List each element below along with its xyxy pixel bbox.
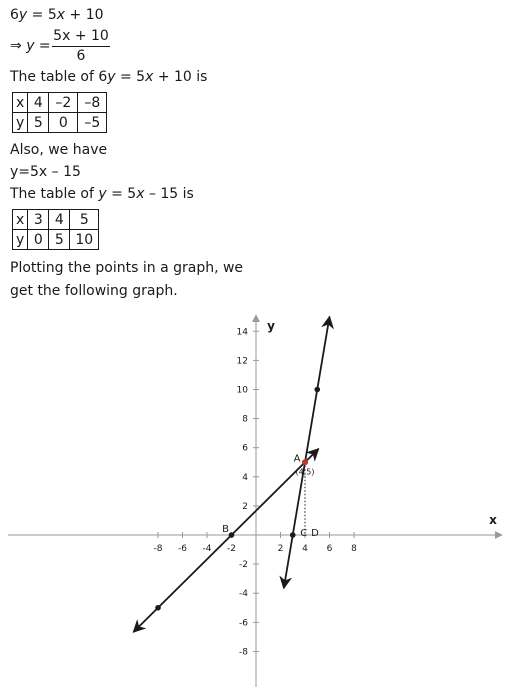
label-a: A: [293, 453, 301, 465]
eq1-coef: 6: [10, 7, 19, 23]
table1-intro-x: x: [145, 69, 154, 85]
line-6y-5x-10: [134, 449, 319, 632]
table2-intro-y: y: [98, 186, 107, 202]
table-2: [12, 209, 99, 250]
table2-intro-c: – 15 is: [144, 186, 194, 202]
table1-intro: [10, 68, 207, 86]
table-cell: –2: [49, 93, 78, 113]
x-tick-label: -6: [178, 544, 187, 554]
table1-intro-y: y: [107, 69, 116, 85]
table2-intro-b: = 5: [106, 186, 137, 202]
table-cell: 5: [70, 210, 99, 230]
y-tick-label: 2: [242, 501, 248, 512]
y-axis-label: y: [267, 319, 275, 333]
label-a-coords: (4,5): [295, 467, 315, 477]
x-tick-label: -4: [202, 544, 212, 554]
table-cell: 4: [49, 210, 70, 230]
table2-intro-a: The table of: [10, 186, 99, 202]
x-tick-label: -2: [227, 544, 236, 554]
table1-intro-b: = 5: [115, 69, 146, 85]
x-tick-label: 8: [351, 544, 357, 554]
eq1-end: + 10: [65, 7, 104, 23]
table2-intro-x: x: [136, 186, 145, 202]
table-row: [13, 113, 107, 133]
table-cell: 0: [49, 113, 78, 133]
x-tick-label: 6: [326, 544, 333, 554]
plot-text-2: get the following graph.: [10, 283, 178, 299]
x-axis-label: x: [489, 513, 497, 527]
point-line-1: [229, 532, 235, 538]
fraction-numerator: 5x + 10: [53, 28, 109, 44]
table-row: [13, 210, 99, 230]
point-line-2: [314, 387, 320, 393]
y-tick-label: 14: [236, 327, 248, 338]
table-cell: y: [13, 113, 28, 133]
equation-2: y=5x – 15: [10, 164, 81, 180]
eq1-var: y: [18, 7, 28, 23]
table1-intro-a: The table of 6: [10, 69, 108, 85]
label-d: D: [311, 528, 319, 539]
label-c: C: [300, 528, 308, 539]
table2-intro: [10, 185, 194, 203]
table-row: [13, 93, 107, 113]
point-line-2: [290, 532, 296, 538]
table-cell: 5: [49, 230, 70, 250]
table-cell: –5: [78, 113, 107, 133]
table-cell: x: [13, 93, 28, 113]
y-tick-label: 4: [242, 472, 248, 483]
eq1-rest: = 5: [27, 7, 57, 23]
y-tick-label: -2: [239, 560, 248, 571]
table-cell: 0: [28, 230, 49, 250]
fraction-bar: [52, 46, 110, 47]
label-b: B: [222, 524, 229, 535]
point-line-1: [155, 605, 161, 611]
plot-text-1: Plotting the points in a graph, we: [10, 260, 244, 276]
fraction-denominator: 6: [76, 48, 86, 64]
implies-equals: =: [34, 38, 51, 54]
x-tick-label: 4: [302, 544, 308, 554]
implies-line: [10, 37, 51, 55]
table-cell: y: [13, 230, 28, 250]
table-cell: 4: [28, 93, 49, 113]
x-tick-label: -8: [153, 544, 163, 554]
table-row: [13, 230, 99, 250]
x-tick-label: 2: [277, 544, 284, 554]
point-a: [302, 459, 308, 465]
implies-arrow: ⇒: [10, 38, 27, 54]
y-tick-label: -6: [239, 618, 248, 629]
table-cell: x: [13, 210, 28, 230]
y-tick-label: -8: [239, 647, 248, 658]
table1-intro-c: + 10 is: [153, 69, 208, 85]
table-cell: 5: [28, 113, 49, 133]
fraction: [52, 28, 110, 65]
coordinate-graph: [0, 305, 517, 690]
table-cell: 3: [28, 210, 49, 230]
y-tick-label: 10: [236, 385, 248, 396]
y-tick-label: 12: [236, 356, 248, 367]
y-tick-label: -4: [239, 589, 248, 600]
table-cell: –8: [78, 93, 107, 113]
y-tick-label: 8: [242, 414, 248, 425]
table-cell: 10: [70, 230, 99, 250]
y-tick-label: 6: [242, 443, 248, 454]
eq1-x: x: [56, 7, 66, 23]
implies-var: y: [26, 38, 35, 54]
also-text: Also, we have: [10, 142, 108, 158]
table-1: [12, 92, 107, 133]
equation-1: [10, 6, 104, 24]
